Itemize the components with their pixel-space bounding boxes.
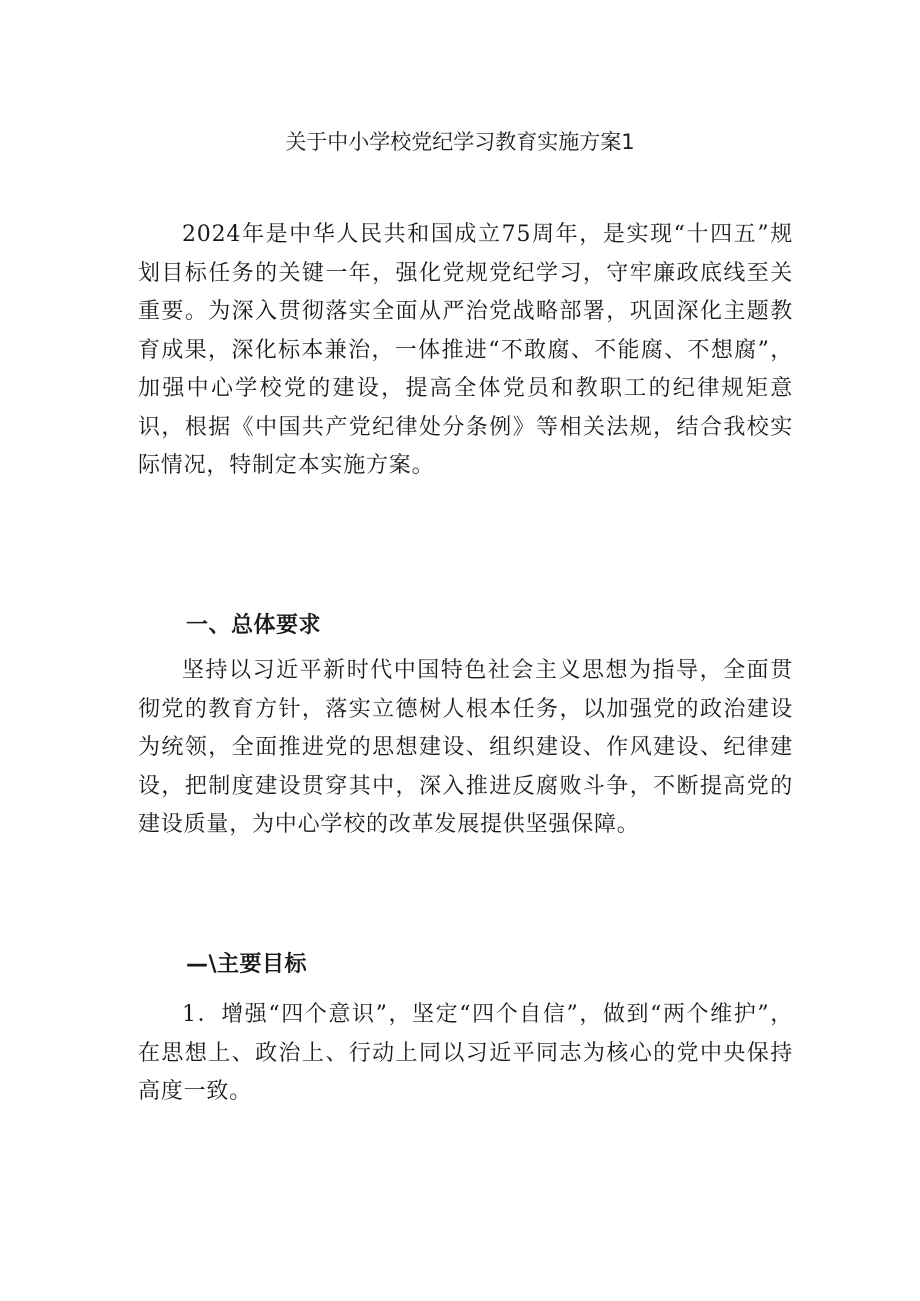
intro-paragraph: 2024年是中华人民共和国成立75周年，是实现“十四五”规划目标任务的关键一年，强化党规党纪学习，守牢廉政底线至关重要。为深入贯彻落实全面从严治党战略部署，巩固深化主题教育成果，深化标本兼治，一体推进“不敢腐、不能腐、不想腐”，加强中心学校党的建设，提高全体党员和教职工的纪律规矩意识，根据《中国共产党纪律处分条例》等相关法规，结合我校实际情况，特制定本实施方案。: [138, 222, 793, 478]
section-heading-main-goals: —\主要目标: [186, 952, 308, 977]
section-body-main-goals: 1．增强“四个意识”，坚定“四个自信”，做到“两个维护”，在思想上、政治上、行动上同以习近平同志为核心的党中央保持高度一致。: [138, 1002, 793, 1104]
document-title: 关于中小学校党纪学习教育实施方案1: [285, 130, 635, 154]
section-body-general-requirements: 坚持以习近平新时代中国特色社会主义思想为指导，全面贯彻党的教育方针，落实立德树人根本任务，以加强党的政治建设为统领，全面推进党的思想建设、组织建设、作风建设、纪律建设，把制度建设贯穿其中，深入推进反腐败斗争，不断提高党的建设质量，为中心学校的改革发展提供坚强保障。: [138, 658, 793, 837]
section-heading-general-requirements: 一、总体要求: [186, 613, 322, 638]
